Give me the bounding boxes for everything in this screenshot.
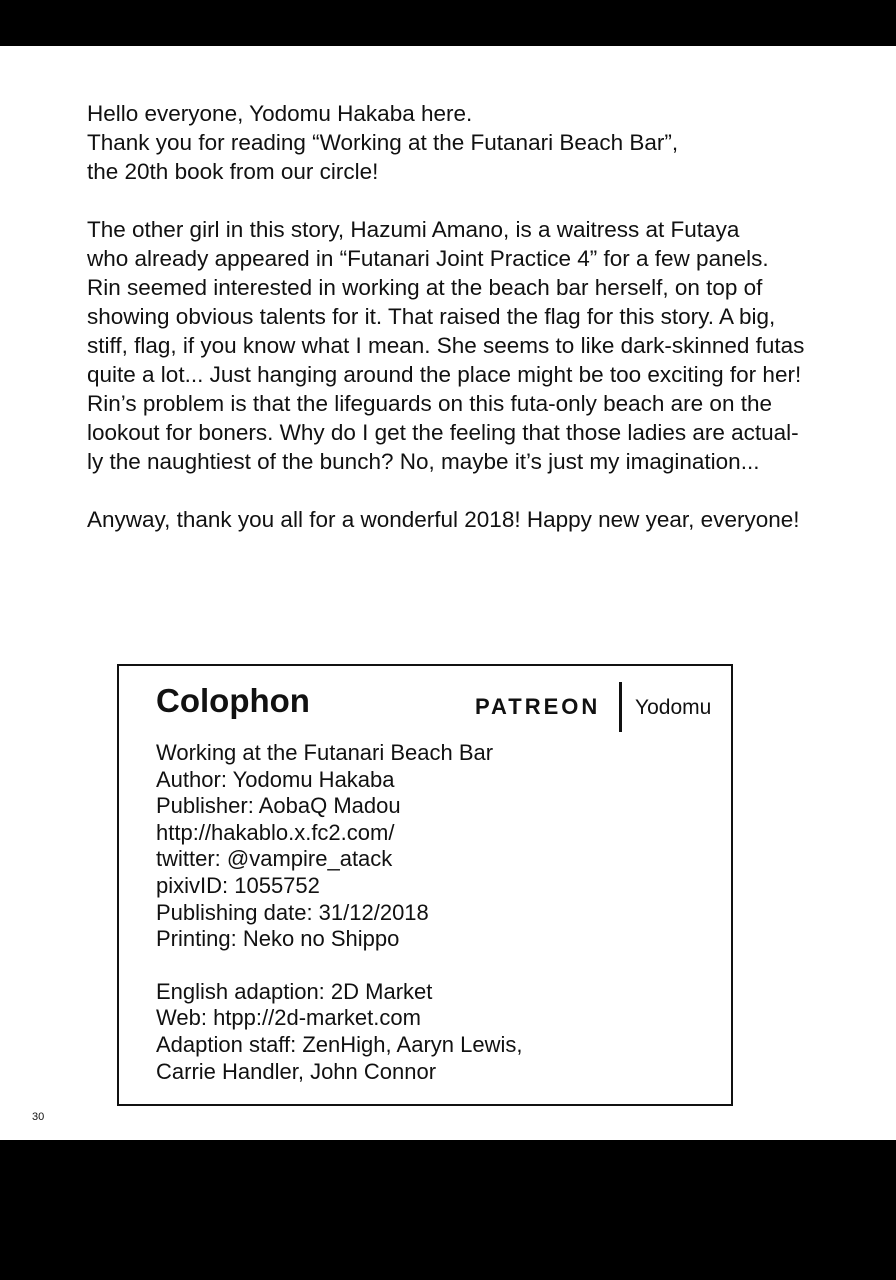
patreon-name: Yodomu bbox=[635, 696, 712, 719]
detail-line: Carrie Handler, John Connor bbox=[156, 1058, 437, 1084]
paragraph-2 bbox=[87, 215, 804, 476]
text-line: Anyway, thank you all for a wonderful 2018! Happy new year, everyone! bbox=[87, 507, 800, 532]
bottom-black-bar bbox=[0, 1140, 896, 1280]
divider bbox=[619, 682, 622, 732]
colophon-box bbox=[117, 664, 733, 1106]
text-line: The other girl in this story, Hazumi Amano, is a waitress at Futaya bbox=[87, 217, 740, 242]
text-line: stiff, flag, if you know what I mean. She seems to like dark-skinned futas bbox=[87, 333, 805, 358]
detail-line: Author: Yodomu Hakaba bbox=[156, 766, 395, 792]
text-line: ly the naughtiest of the bunch? No, maybe it’s just my imagination... bbox=[87, 449, 760, 474]
afterword-text bbox=[87, 99, 804, 534]
detail-line: Publishing date: 31/12/2018 bbox=[156, 899, 429, 925]
detail-line: pixivID: 1055752 bbox=[156, 872, 320, 898]
patreon-logo: PATREON bbox=[475, 694, 601, 719]
detail-line: Working at the Futanari Beach Bar bbox=[156, 740, 494, 765]
text-line: Rin’s problem is that the lifeguards on this futa-only beach are on the bbox=[87, 391, 772, 416]
colophon-title: Colophon bbox=[156, 682, 310, 719]
text-line: Rin seemed interested in working at the beach bar herself, on top of bbox=[87, 275, 763, 300]
detail-line: http://hakablo.x.fc2.com/ bbox=[156, 819, 395, 845]
detail-line: English adaption: 2D Market bbox=[156, 978, 433, 1004]
text-line: Hello everyone, Yodomu Hakaba here. bbox=[87, 101, 473, 126]
detail-line: Web: htpp://2d-market.com bbox=[156, 1005, 421, 1031]
detail-line: Printing: Neko no Shippo bbox=[156, 926, 400, 952]
detail-line: Adaption staff: ZenHigh, Aaryn Lewis, bbox=[156, 1031, 523, 1057]
detail-line: twitter: @vampire_atack bbox=[156, 846, 393, 872]
text-line: who already appeared in “Futanari Joint Practice 4” for a few panels. bbox=[87, 246, 769, 271]
page-number: 30 bbox=[32, 1111, 45, 1123]
text-line: lookout for boners. Why do I get the feeling that those ladies are actual- bbox=[87, 420, 799, 445]
paragraph-3 bbox=[87, 505, 804, 534]
text-line: quite a lot... Just hanging around the place might be too exciting for her! bbox=[87, 362, 802, 387]
top-black-bar bbox=[0, 0, 896, 46]
detail-line: Publisher: AobaQ Madou bbox=[156, 793, 401, 819]
text-line: Thank you for reading “Working at the Futanari Beach Bar”, bbox=[87, 130, 679, 155]
paragraph-1 bbox=[87, 99, 804, 186]
text-line: the 20th book from our circle! bbox=[87, 159, 379, 184]
colophon-details bbox=[156, 740, 522, 1085]
text-line: showing obvious talents for it. That raised the flag for this story. A big, bbox=[87, 304, 776, 329]
